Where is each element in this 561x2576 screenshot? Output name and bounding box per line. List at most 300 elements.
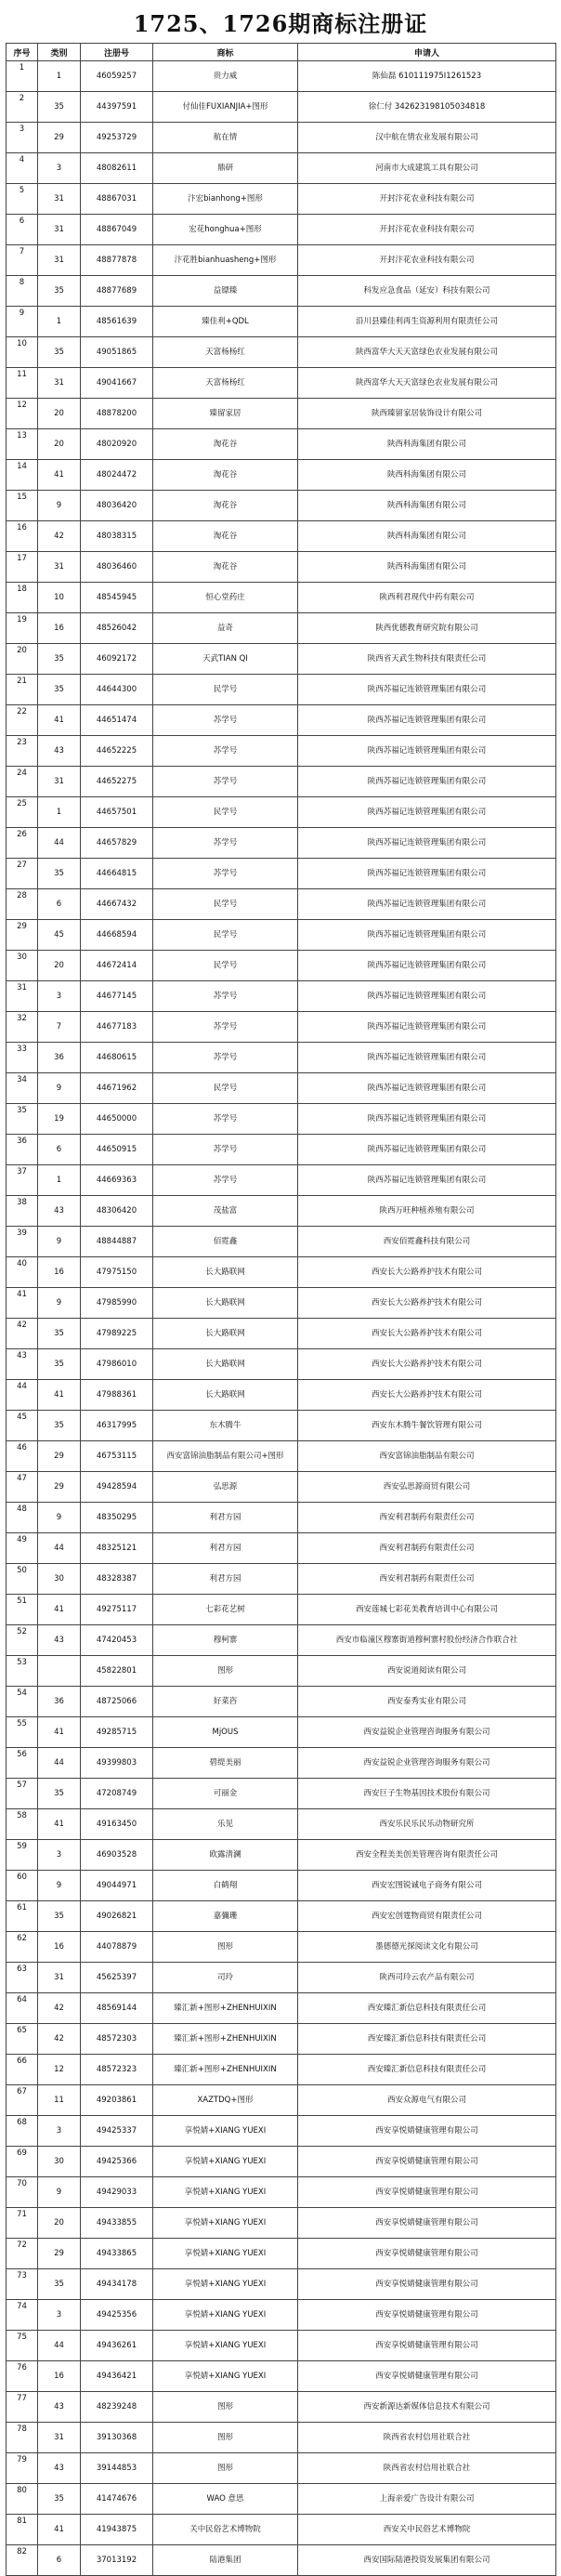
cell-regno: 46903528 <box>81 1840 153 1871</box>
cell-seq: 59 <box>7 1840 38 1871</box>
cell-regno: 49434178 <box>81 2269 153 2300</box>
cell-mark: 东木腾牛 <box>153 1411 298 1441</box>
cell-regno: 44397591 <box>81 92 153 123</box>
cell-seq: 78 <box>7 2423 38 2453</box>
header-mark: 商标 <box>153 44 298 61</box>
cell-applicant: 陕西苏福记连锁管理集团有限公司 <box>298 951 556 981</box>
table-row <box>7 1104 556 1135</box>
cell-regno: 49285715 <box>81 1717 153 1748</box>
cell-regno: 49253729 <box>81 123 153 153</box>
cell-class <box>38 1656 81 1687</box>
table-row <box>7 399 556 429</box>
cell-class: 44 <box>38 1748 81 1779</box>
table-row <box>7 1135 556 1165</box>
cell-applicant: 西安长大公路养护技术有限公司 <box>298 1380 556 1411</box>
table-row <box>7 1625 556 1656</box>
cell-seq: 64 <box>7 1993 38 2024</box>
table-row <box>7 2300 556 2331</box>
cell-seq: 54 <box>7 1687 38 1717</box>
cell-regno: 48877878 <box>81 245 153 276</box>
cell-mark: 苏学号 <box>153 859 298 889</box>
cell-applicant: 陕西苏福记连锁管理集团有限公司 <box>298 736 556 767</box>
cell-class: 45 <box>38 920 81 951</box>
cell-class: 35 <box>38 276 81 307</box>
cell-class: 41 <box>38 2515 81 2545</box>
cell-seq: 1 <box>7 61 38 92</box>
cell-mark: 宏花honghua+图形 <box>153 215 298 245</box>
cell-seq: 57 <box>7 1779 38 1809</box>
cell-class: 20 <box>38 2208 81 2239</box>
cell-seq: 66 <box>7 2055 38 2085</box>
cell-mark: WAO 意思 <box>153 2484 298 2515</box>
cell-class: 31 <box>38 552 81 583</box>
cell-seq: 40 <box>7 1257 38 1288</box>
cell-regno: 44677145 <box>81 981 153 1012</box>
cell-class: 6 <box>38 2545 81 2576</box>
cell-applicant: 西安宏图锐诚电子商务有限公司 <box>298 1871 556 1901</box>
cell-mark: 苏学号 <box>153 1012 298 1043</box>
cell-applicant: 陕西苏福记连锁管理集团有限公司 <box>298 675 556 705</box>
cell-class: 30 <box>38 1564 81 1595</box>
cell-class: 20 <box>38 429 81 460</box>
cell-class: 19 <box>38 1104 81 1135</box>
cell-applicant: 陕西苏福记连锁管理集团有限公司 <box>298 1104 556 1135</box>
table-row <box>7 1963 556 1993</box>
cell-mark: 长大路联网 <box>153 1257 298 1288</box>
cell-mark: 陆港集团 <box>153 2545 298 2576</box>
cell-regno: 48328387 <box>81 1564 153 1595</box>
cell-regno: 49429033 <box>81 2177 153 2208</box>
cell-regno: 48725066 <box>81 1687 153 1717</box>
cell-seq: 41 <box>7 1288 38 1319</box>
table-row <box>7 1472 556 1503</box>
cell-applicant: 西安长大公路养护技术有限公司 <box>298 1288 556 1319</box>
table-row <box>7 2116 556 2147</box>
table-row <box>7 1932 556 1963</box>
cell-mark: 利君方园 <box>153 1503 298 1533</box>
cell-mark: 民学号 <box>153 797 298 828</box>
table-row <box>7 1901 556 1932</box>
cell-mark: 享悦婧+XIANG YUEXI <box>153 2116 298 2147</box>
cell-class: 9 <box>38 1503 81 1533</box>
cell-applicant: 西安享悦婧健康管理有限公司 <box>298 2361 556 2392</box>
cell-mark: 长大路联网 <box>153 1319 298 1349</box>
table-row <box>7 2177 556 2208</box>
table-row <box>7 1319 556 1349</box>
cell-applicant: 西安益锐企业管理咨询服务有限公司 <box>298 1717 556 1748</box>
cell-mark: 享悦婧+XIANG YUEXI <box>153 2269 298 2300</box>
cell-seq: 63 <box>7 1963 38 1993</box>
cell-class: 31 <box>38 2423 81 2453</box>
cell-seq: 68 <box>7 2116 38 2147</box>
cell-regno: 48239248 <box>81 2392 153 2423</box>
cell-seq: 11 <box>7 368 38 399</box>
cell-mark: 苏学号 <box>153 767 298 797</box>
cell-seq: 71 <box>7 2208 38 2239</box>
cell-seq: 29 <box>7 920 38 951</box>
table-row <box>7 1411 556 1441</box>
cell-applicant: 西安泰秀实业有限公司 <box>298 1687 556 1717</box>
cell-class: 31 <box>38 245 81 276</box>
table-row <box>7 1717 556 1748</box>
cell-mark: 淘花谷 <box>153 521 298 552</box>
table-row <box>7 1012 556 1043</box>
cell-class: 1 <box>38 797 81 828</box>
cell-regno: 46753115 <box>81 1441 153 1472</box>
cell-class: 29 <box>38 2239 81 2269</box>
table-row <box>7 1288 556 1319</box>
cell-regno: 39130368 <box>81 2423 153 2453</box>
cell-applicant: 西安利君制药有限责任公司 <box>298 1503 556 1533</box>
cell-mark: MjOUS <box>153 1717 298 1748</box>
cell-seq: 62 <box>7 1932 38 1963</box>
cell-class: 35 <box>38 644 81 675</box>
cell-class: 31 <box>38 767 81 797</box>
table-row <box>7 1595 556 1625</box>
cell-class: 20 <box>38 951 81 981</box>
cell-applicant: 陕西科海集团有限公司 <box>298 521 556 552</box>
cell-seq: 3 <box>7 123 38 153</box>
cell-regno: 41474676 <box>81 2484 153 2515</box>
cell-seq: 21 <box>7 675 38 705</box>
cell-applicant: 西安利君制药有限责任公司 <box>298 1564 556 1595</box>
cell-mark: 臻佳利+QDL <box>153 307 298 337</box>
cell-applicant: 西安东木腾牛餐饮管理有限公司 <box>298 1411 556 1441</box>
table-row <box>7 552 556 583</box>
cell-applicant: 西安巨子生物基因技术股份有限公司 <box>298 1779 556 1809</box>
table-row <box>7 951 556 981</box>
cell-mark: 航在情 <box>153 123 298 153</box>
cell-seq: 65 <box>7 2024 38 2055</box>
cell-applicant: 陕西苏福记连锁管理集团有限公司 <box>298 767 556 797</box>
table-row <box>7 92 556 123</box>
cell-mark: 图形 <box>153 2392 298 2423</box>
cell-applicant: 西安享悦婧健康管理有限公司 <box>298 2147 556 2177</box>
cell-applicant: 西安长大公路养护技术有限公司 <box>298 1319 556 1349</box>
table-row <box>7 2024 556 2055</box>
cell-class: 41 <box>38 1595 81 1625</box>
cell-applicant: 上海亲爱广告设计有限公司 <box>298 2484 556 2515</box>
cell-applicant: 西安说道阅读有限公司 <box>298 1656 556 1687</box>
cell-regno: 47975150 <box>81 1257 153 1288</box>
cell-seq: 48 <box>7 1503 38 1533</box>
cell-seq: 13 <box>7 429 38 460</box>
table-row <box>7 2208 556 2239</box>
table-row <box>7 675 556 705</box>
cell-mark: 鼎研 <box>153 153 298 184</box>
table-row <box>7 1993 556 2024</box>
cell-applicant: 陕西苏福记连锁管理集团有限公司 <box>298 920 556 951</box>
cell-mark: 利君方园 <box>153 1564 298 1595</box>
cell-mark: 淘花谷 <box>153 429 298 460</box>
cell-regno: 48569144 <box>81 1993 153 2024</box>
cell-applicant: 西安莲城七彩花美教育培训中心有限公司 <box>298 1595 556 1625</box>
cell-seq: 17 <box>7 552 38 583</box>
table-row <box>7 1227 556 1257</box>
cell-class: 35 <box>38 337 81 368</box>
table-row <box>7 2085 556 2116</box>
cell-class: 36 <box>38 1043 81 1073</box>
table-row <box>7 276 556 307</box>
cell-mark: 苏学号 <box>153 1104 298 1135</box>
cell-class: 9 <box>38 491 81 521</box>
cell-class: 43 <box>38 2392 81 2423</box>
cell-seq: 5 <box>7 184 38 215</box>
cell-mark: 淘花谷 <box>153 552 298 583</box>
cell-regno: 48526042 <box>81 613 153 644</box>
cell-applicant: 西安享悦婧健康管理有限公司 <box>298 2116 556 2147</box>
cell-seq: 55 <box>7 1717 38 1748</box>
cell-seq: 32 <box>7 1012 38 1043</box>
cell-applicant: 西安佰霓鑫科技有限公司 <box>298 1227 556 1257</box>
table-row <box>7 2423 556 2453</box>
table-header-row <box>7 44 556 61</box>
table-row <box>7 2361 556 2392</box>
cell-applicant: 西安享悦婧健康管理有限公司 <box>298 2300 556 2331</box>
cell-class: 44 <box>38 1533 81 1564</box>
cell-applicant: 开封汴花农业科技有限公司 <box>298 245 556 276</box>
cell-regno: 49026821 <box>81 1901 153 1932</box>
cell-regno: 37013192 <box>81 2545 153 2576</box>
cell-applicant: 科发应急食品（延安）科技有限公司 <box>298 276 556 307</box>
cell-applicant: 西安利君制药有限责任公司 <box>298 1533 556 1564</box>
cell-applicant: 开封汴花农业科技有限公司 <box>298 184 556 215</box>
table-row <box>7 736 556 767</box>
cell-mark: 臻汇新+图形+ZHENHUIXIN <box>153 2055 298 2085</box>
cell-regno: 41943875 <box>81 2515 153 2545</box>
cell-regno: 48878200 <box>81 399 153 429</box>
cell-applicant: 西安长大公路养护技术有限公司 <box>298 1257 556 1288</box>
cell-applicant: 西安全程美美创美管理咨询有限责任公司 <box>298 1840 556 1871</box>
cell-mark: 享悦婧+XIANG YUEXI <box>153 2361 298 2392</box>
cell-mark: 嘉彌珊 <box>153 1901 298 1932</box>
cell-mark: 图形 <box>153 1656 298 1687</box>
table-row <box>7 1533 556 1564</box>
cell-seq: 8 <box>7 276 38 307</box>
cell-seq: 56 <box>7 1748 38 1779</box>
cell-regno: 47989225 <box>81 1319 153 1349</box>
cell-applicant: 陕西苏福记连锁管理集团有限公司 <box>298 859 556 889</box>
table-row <box>7 215 556 245</box>
cell-applicant: 西安乐民乐民乐动物研究所 <box>298 1809 556 1840</box>
table-row <box>7 2453 556 2484</box>
cell-applicant: 西安享悦婧健康管理有限公司 <box>298 2269 556 2300</box>
cell-applicant: 河南市大成建筑工具有限公司 <box>298 153 556 184</box>
cell-regno: 46317995 <box>81 1411 153 1441</box>
cell-seq: 39 <box>7 1227 38 1257</box>
cell-regno: 49436261 <box>81 2331 153 2361</box>
cell-regno: 47208749 <box>81 1779 153 1809</box>
cell-seq: 50 <box>7 1564 38 1595</box>
cell-mark: 益奇 <box>153 613 298 644</box>
cell-class: 43 <box>38 736 81 767</box>
trademark-table <box>6 43 556 2576</box>
cell-mark: 享悦婧+XIANG YUEXI <box>153 2300 298 2331</box>
cell-applicant: 西安弘思源商贸有限公司 <box>298 1472 556 1503</box>
cell-regno: 39144853 <box>81 2453 153 2484</box>
cell-seq: 47 <box>7 1472 38 1503</box>
table-row <box>7 1257 556 1288</box>
cell-mark: 臻留家居 <box>153 399 298 429</box>
cell-applicant: 汉中航在情农业发展有限公司 <box>298 123 556 153</box>
cell-mark: 长大路联网 <box>153 1380 298 1411</box>
table-row <box>7 1196 556 1227</box>
cell-mark: 民学号 <box>153 951 298 981</box>
cell-regno: 44667432 <box>81 889 153 920</box>
cell-regno: 45625397 <box>81 1963 153 1993</box>
table-row <box>7 583 556 613</box>
cell-regno: 48082611 <box>81 153 153 184</box>
cell-regno: 45822801 <box>81 1656 153 1687</box>
cell-class: 9 <box>38 2177 81 2208</box>
cell-applicant: 陕西富华大天天富绿色农业发展有限公司 <box>298 337 556 368</box>
table-row <box>7 1349 556 1380</box>
table-row <box>7 1073 556 1104</box>
table-row <box>7 1748 556 1779</box>
cell-class: 35 <box>38 675 81 705</box>
cell-class: 12 <box>38 2055 81 2085</box>
table-row <box>7 429 556 460</box>
cell-regno: 48036460 <box>81 552 153 583</box>
cell-mark: 淘花谷 <box>153 491 298 521</box>
cell-mark: 享悦婧+XIANG YUEXI <box>153 2239 298 2269</box>
cell-class: 43 <box>38 1196 81 1227</box>
table-row <box>7 153 556 184</box>
cell-seq: 14 <box>7 460 38 491</box>
cell-mark: 民学号 <box>153 920 298 951</box>
table-row <box>7 889 556 920</box>
cell-class: 29 <box>38 1441 81 1472</box>
cell-seq: 58 <box>7 1809 38 1840</box>
cell-regno: 49275117 <box>81 1595 153 1625</box>
cell-mark: 苏学号 <box>153 981 298 1012</box>
cell-mark: 享悦婧+XIANG YUEXI <box>153 2177 298 2208</box>
cell-class: 11 <box>38 2085 81 2116</box>
cell-mark: 图形 <box>153 2453 298 2484</box>
cell-seq: 77 <box>7 2392 38 2423</box>
cell-seq: 22 <box>7 705 38 736</box>
cell-seq: 7 <box>7 245 38 276</box>
cell-applicant: 陕西苏福记连锁管理集团有限公司 <box>298 1043 556 1073</box>
cell-mark: 淘花谷 <box>153 460 298 491</box>
cell-applicant: 陕西苏福记连锁管理集团有限公司 <box>298 981 556 1012</box>
cell-regno: 48572323 <box>81 2055 153 2085</box>
cell-mark: 享悦婧+XIANG YUEXI <box>153 2208 298 2239</box>
cell-mark: 享悦婧+XIANG YUEXI <box>153 2331 298 2361</box>
cell-applicant: 陕西省农村信用社联合社 <box>298 2423 556 2453</box>
cell-class: 35 <box>38 2484 81 2515</box>
cell-regno: 44657829 <box>81 828 153 859</box>
cell-seq: 46 <box>7 1441 38 1472</box>
cell-class: 16 <box>38 1257 81 1288</box>
cell-mark: 臻汇新+图形+ZHENHUIXIN <box>153 1993 298 2024</box>
cell-seq: 44 <box>7 1380 38 1411</box>
cell-mark: 西安富锦油脂制品有限公司+图形 <box>153 1441 298 1472</box>
cell-class: 42 <box>38 1993 81 2024</box>
cell-applicant: 陕西臻留家居装饰设计有限公司 <box>298 399 556 429</box>
cell-seq: 49 <box>7 1533 38 1564</box>
cell-mark: 苏学号 <box>153 828 298 859</box>
table-row <box>7 337 556 368</box>
cell-regno: 48867031 <box>81 184 153 215</box>
cell-applicant: 陕西万旺种植养殖有限公司 <box>298 1196 556 1227</box>
cell-class: 41 <box>38 460 81 491</box>
cell-class: 41 <box>38 1809 81 1840</box>
cell-applicant: 陕西苏福记连锁管理集团有限公司 <box>298 705 556 736</box>
header-applicant: 申请人 <box>298 44 556 61</box>
cell-class: 7 <box>38 1012 81 1043</box>
cell-seq: 10 <box>7 337 38 368</box>
cell-regno: 44650915 <box>81 1135 153 1165</box>
cell-seq: 15 <box>7 491 38 521</box>
cell-seq: 2 <box>7 92 38 123</box>
cell-class: 6 <box>38 1135 81 1165</box>
cell-regno: 47986010 <box>81 1349 153 1380</box>
cell-mark: 民学号 <box>153 1073 298 1104</box>
cell-regno: 47988361 <box>81 1380 153 1411</box>
table-row <box>7 1840 556 1871</box>
cell-class: 6 <box>38 889 81 920</box>
cell-seq: 18 <box>7 583 38 613</box>
cell-class: 3 <box>38 153 81 184</box>
cell-class: 3 <box>38 1840 81 1871</box>
cell-applicant: 西安宏创霆物商贸有限责任公司 <box>298 1901 556 1932</box>
table-row <box>7 2239 556 2269</box>
cell-regno: 49044971 <box>81 1871 153 1901</box>
cell-mark: 苏学号 <box>153 736 298 767</box>
cell-regno: 44672414 <box>81 951 153 981</box>
cell-mark: 利君方园 <box>153 1533 298 1564</box>
cell-regno: 49051865 <box>81 337 153 368</box>
cell-seq: 52 <box>7 1625 38 1656</box>
table-row <box>7 2515 556 2545</box>
cell-mark: 民学号 <box>153 675 298 705</box>
cell-mark: 天富杨杨红 <box>153 337 298 368</box>
cell-regno: 44650000 <box>81 1104 153 1135</box>
cell-seq: 61 <box>7 1901 38 1932</box>
table-row <box>7 521 556 552</box>
cell-class: 9 <box>38 1288 81 1319</box>
cell-mark: XAZTDQ+图形 <box>153 2085 298 2116</box>
cell-regno: 49428594 <box>81 1472 153 1503</box>
cell-mark: 佰霓鑫 <box>153 1227 298 1257</box>
cell-applicant: 西安臻汇新信息科技有限责任公司 <box>298 2055 556 2085</box>
cell-class: 35 <box>38 859 81 889</box>
cell-regno: 44652225 <box>81 736 153 767</box>
table-row <box>7 1380 556 1411</box>
table-row <box>7 2147 556 2177</box>
cell-class: 1 <box>38 1165 81 1196</box>
cell-class: 29 <box>38 123 81 153</box>
cell-mark: 民学号 <box>153 889 298 920</box>
cell-seq: 45 <box>7 1411 38 1441</box>
cell-applicant: 西安享悦婧健康管理有限公司 <box>298 2331 556 2361</box>
table-row <box>7 920 556 951</box>
cell-seq: 73 <box>7 2269 38 2300</box>
cell-seq: 72 <box>7 2239 38 2269</box>
cell-applicant: 西安国际陆港投资发展集团有限公司 <box>298 2545 556 2576</box>
cell-applicant: 陕西科海集团有限公司 <box>298 429 556 460</box>
cell-mark: 白鹤翔 <box>153 1871 298 1901</box>
cell-seq: 9 <box>7 307 38 337</box>
cell-seq: 60 <box>7 1871 38 1901</box>
cell-class: 31 <box>38 368 81 399</box>
cell-seq: 42 <box>7 1319 38 1349</box>
cell-seq: 12 <box>7 399 38 429</box>
table-row <box>7 859 556 889</box>
cell-seq: 23 <box>7 736 38 767</box>
cell-class: 41 <box>38 1717 81 1748</box>
